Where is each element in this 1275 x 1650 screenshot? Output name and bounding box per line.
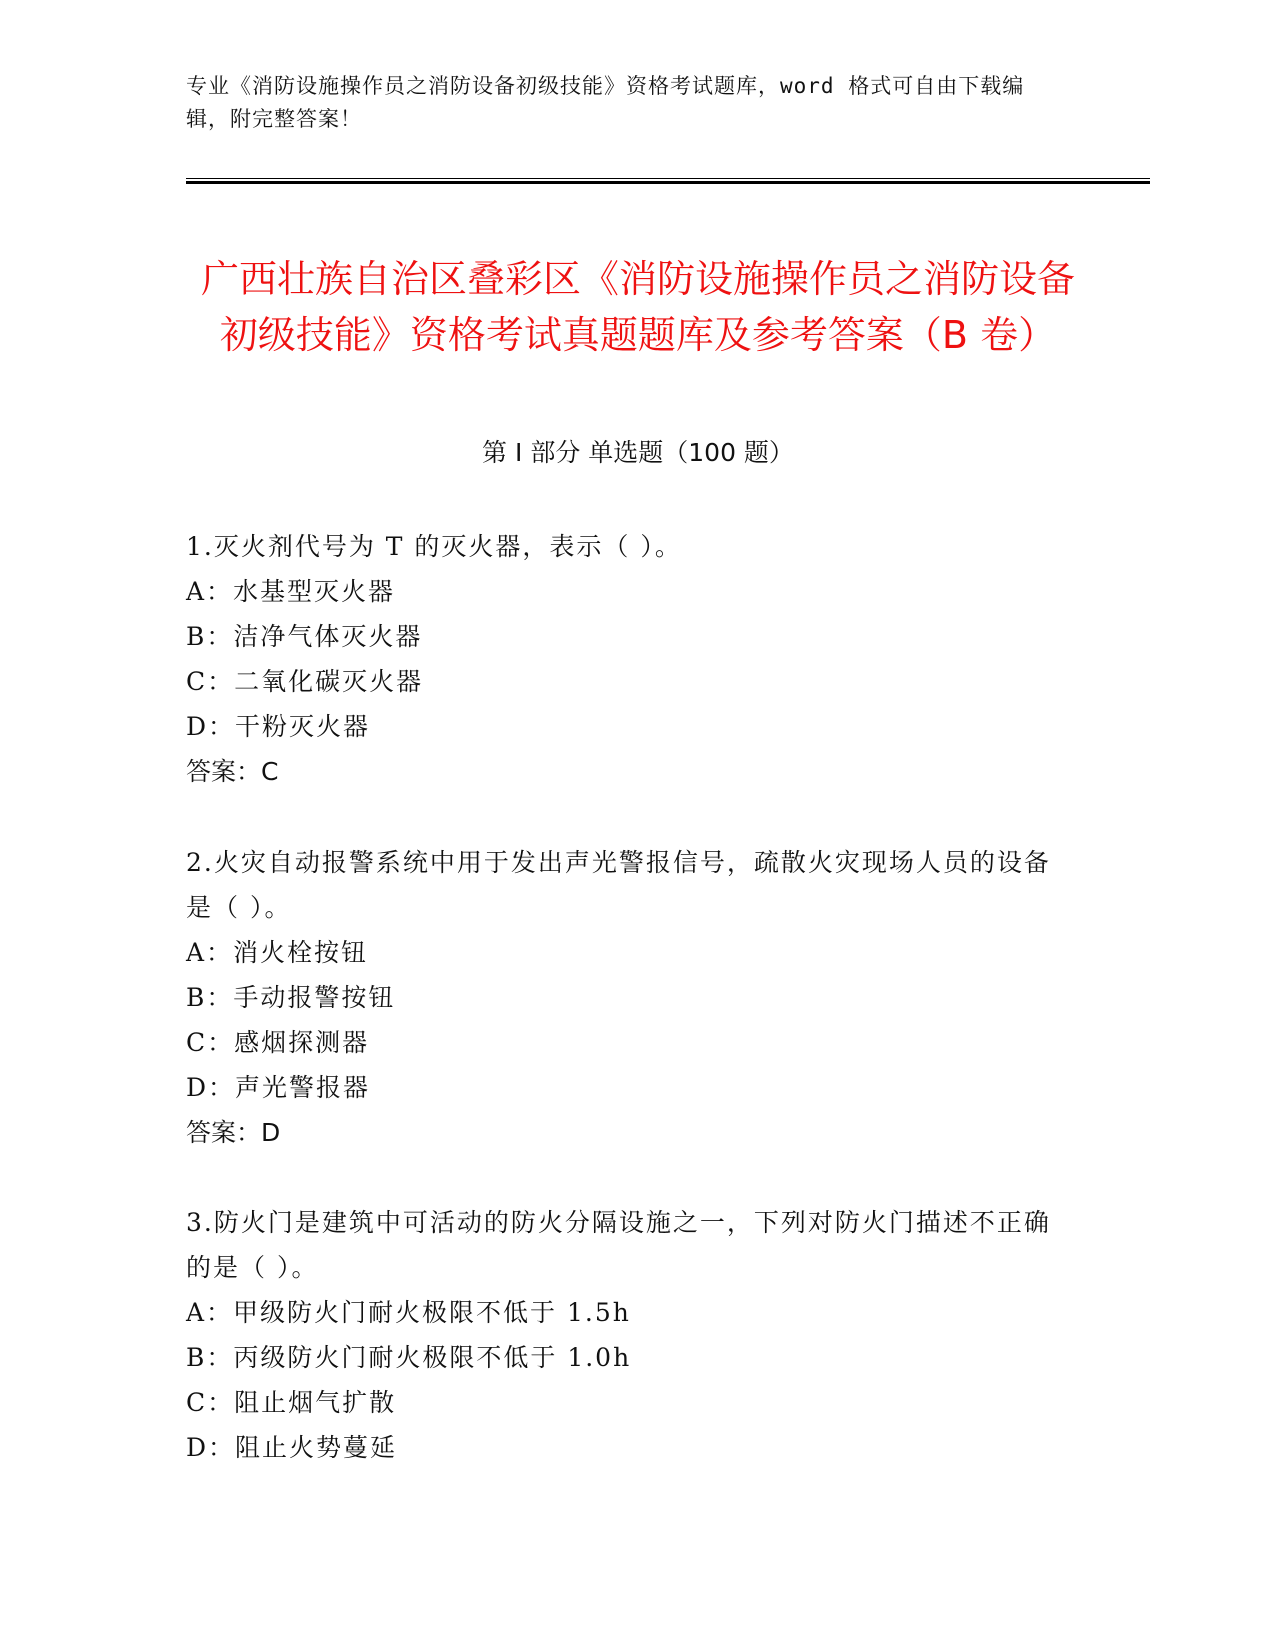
question-stem: 1.灭火剂代号为 T 的灭火器，表示（ ）。 — [186, 532, 682, 561]
option-a: A：水基型灭火器 — [186, 577, 396, 606]
option-c: C：阻止烟气扩散 — [186, 1388, 397, 1417]
question-stem: 3.防火门是建筑中可活动的防火分隔设施之一，下列对防火门描述不正确的是（ ）。 — [186, 1208, 1051, 1282]
option-a: A：消火栓按钮 — [186, 938, 369, 967]
answer: 答案：C — [186, 757, 279, 786]
option-c: C：二氧化碳灭火器 — [186, 667, 424, 696]
document-title: 广西壮族自治区叠彩区《消防设施操作员之消防设备初级技能》资格考试真题题库及参考答案（B 卷） — [200, 257, 1075, 358]
option-b: B：洁净气体灭火器 — [186, 622, 423, 651]
question-3 — [186, 1200, 1066, 1470]
option-b: B：手动报警按钮 — [186, 983, 396, 1012]
header-note: 专业《消防设施操作员之消防设备初级技能》资格考试题库，word 格式可自由下载编辑，附完整答案！ — [186, 74, 1025, 131]
option-d: D：声光警报器 — [186, 1073, 371, 1102]
question-2 — [186, 840, 1066, 1155]
header-divider-thin — [186, 178, 1150, 179]
question-stem: 2.火灾自动报警系统中用于发出声光警报信号，疏散火灾现场人员的设备是（ ）。 — [186, 848, 1051, 922]
section-title: 第 I 部分 单选题（100 题） — [482, 438, 794, 467]
answer: 答案：D — [186, 1118, 281, 1147]
option-a: A：甲级防火门耐火极限不低于 1.5h — [186, 1298, 631, 1327]
option-d: D：干粉灭火器 — [186, 712, 371, 741]
question-1 — [186, 524, 1066, 794]
option-c: C：感烟探测器 — [186, 1028, 370, 1057]
option-b: B：丙级防火门耐火极限不低于 1.0h — [186, 1343, 632, 1372]
header-divider-thick — [186, 181, 1150, 184]
option-d: D：阻止火势蔓延 — [186, 1433, 398, 1462]
